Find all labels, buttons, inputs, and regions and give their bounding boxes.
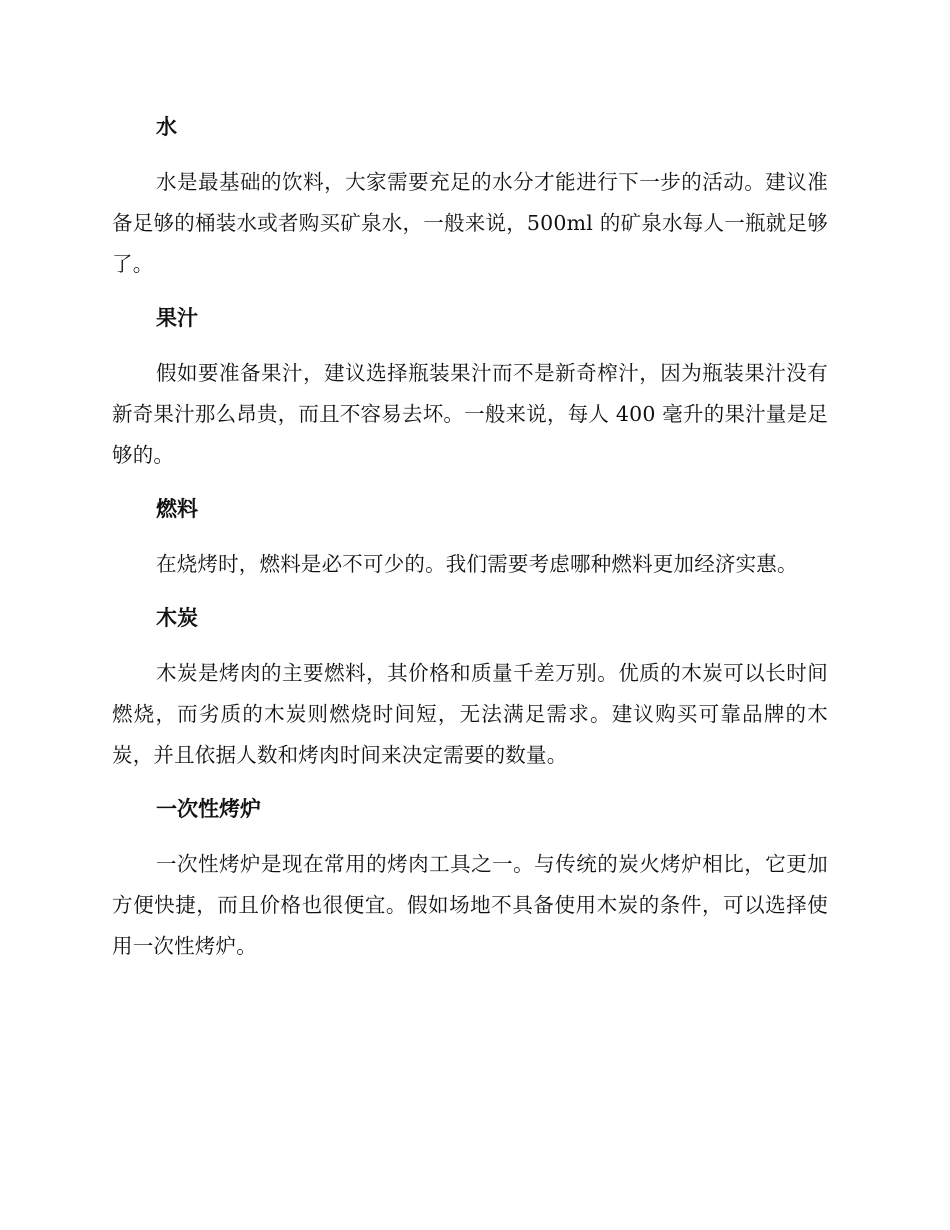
- paragraph-disposable-grill: 一次性烤炉是现在常用的烤肉工具之一。与传统的炭火烤炉相比，它更加方便快捷，而且价格也很便宜。假如场地不具备使用木炭的条件，可以选择使用一次性烤炉。: [112, 852, 828, 958]
- paragraph-water: 水是最基础的饮料，大家需要充足的水分才能进行下一步的活动。建议准备足够的桶装水或者购买矿泉水，一般来说，500ml 的矿泉水每人一瓶就足够了。: [112, 170, 828, 276]
- paragraph-fuel: 在烧烤时，燃料是必不可少的。我们需要考虑哪种燃料更加经济实惠。: [156, 552, 798, 576]
- heading-disposable-grill: 一次性烤炉: [156, 797, 261, 821]
- paragraph-juice: 假如要准备果汁，建议选择瓶装果汁而不是新奇榨汁，因为瓶装果汁没有新奇果汁那么昂贵，而且不容易去坏。一般来说，每人 400 毫升的果汁量是足够的。: [112, 361, 828, 467]
- heading-juice: 果汁: [156, 306, 198, 330]
- heading-water: 水: [156, 115, 177, 139]
- paragraph-charcoal: 木炭是烤肉的主要燃料，其价格和质量千差万别。优质的木炭可以长时间燃烧，而劣质的木炭则燃烧时间短，无法满足需求。建议购买可靠品牌的木炭，并且依据人数和烤肉时间来决定需要的数量。: [112, 661, 828, 767]
- document-content: [112, 110, 828, 983]
- heading-charcoal: 木炭: [156, 606, 198, 630]
- heading-fuel: 燃料: [156, 497, 198, 521]
